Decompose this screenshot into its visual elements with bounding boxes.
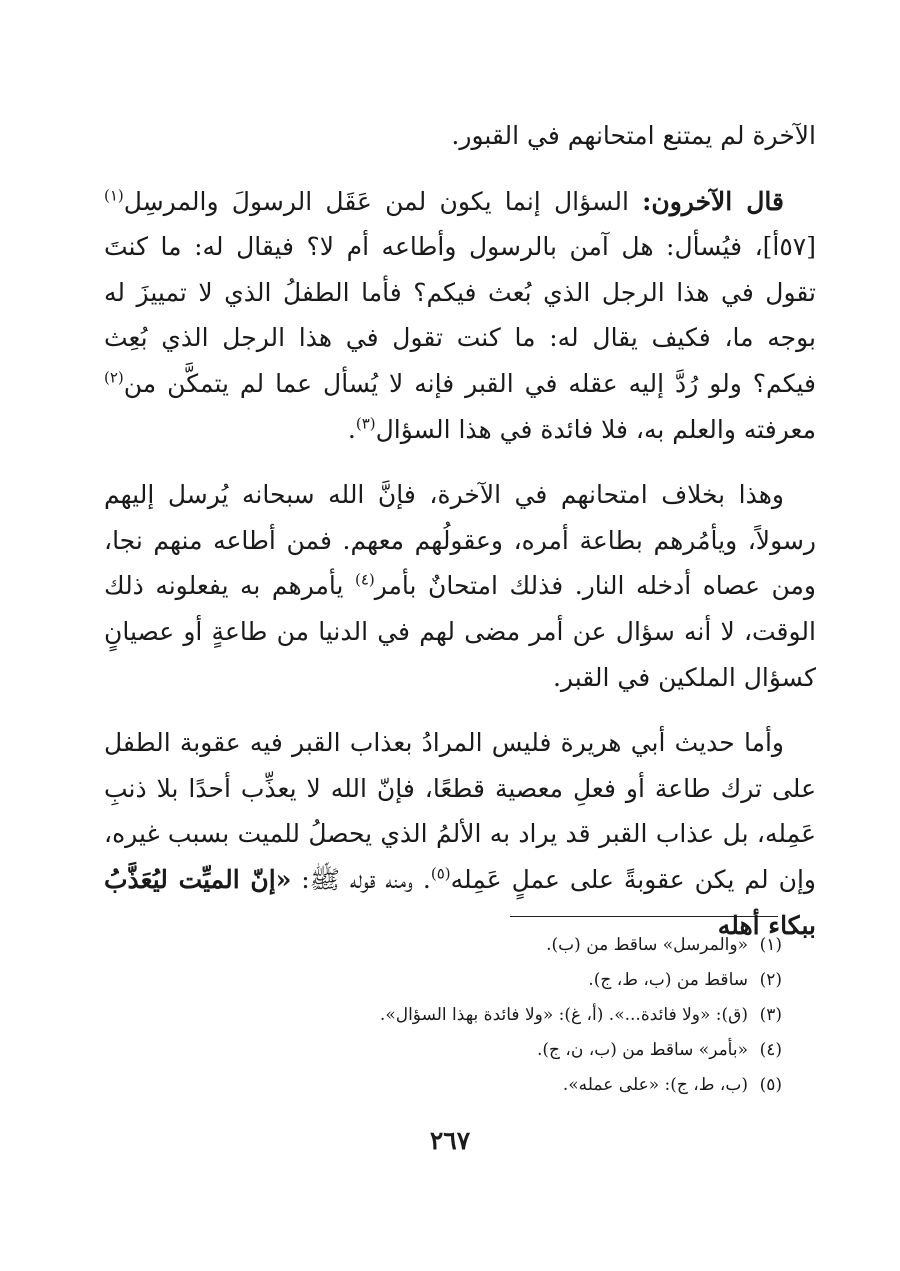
- text-run: . ومنه قوله ﷺ:: [291, 864, 431, 894]
- text-run: وأما حديث أبي هريرة فليس المرادُ بعذاب القبر فيه عقوبة الطفل على ترك طاعة أو فعلِ معصية قطعًا، فإنّ الله لا يعذِّب أحدًا بلا ذنبِ عَمِله، بل عذاب القبر قد يراد به الألمُ الذي يحصلُ للميت بسبب غيره، وإن لم يكن عقوبةً على عملٍ عَمِله: [104, 728, 816, 894]
- page-number: ٢٦٧: [429, 1126, 471, 1155]
- footnote: [142, 998, 782, 1033]
- footnote-text: (ق): «ولا فائدة...». (أ، غ): «ولا فائدة بهذا السؤال».: [379, 1005, 748, 1025]
- footnote-ref[interactable]: (٣): [355, 414, 376, 433]
- footnote-text: ساقط من (ب، ط، ج).: [588, 970, 748, 990]
- footnote-text: «والمرسل» ساقط من (ب).: [546, 935, 748, 955]
- footnote-number: (٢): [759, 970, 782, 990]
- text-run: يأمرهم به يفعلونه ذلك الوقت، لا أنه سؤال عن أمر مضى لهم في الدنيا من طاعةٍ أو عصيانٍ كسؤال الملكين في القبر.: [104, 571, 816, 692]
- text-run: وهذا بخلاف امتحانهم في الآخرة، فإنَّ الله سبحانه يُرسل إليهم رسولاً، ويأمُرهم بطاعة أمره، وعقولُهم معهم. فمن أطاعه منهم نجا، ومن عصاه أدخله النار. فذلك امتحانٌ بأمر: [104, 480, 816, 601]
- footnote-divider: [510, 916, 778, 917]
- footnote-text: (ب، ط، ج): «على عمله».: [562, 1075, 748, 1095]
- main-text: [104, 113, 816, 968]
- footnote-ref[interactable]: (٢): [104, 368, 124, 387]
- paragraph: [104, 113, 816, 159]
- paragraph: [104, 472, 816, 700]
- text-run: [٥٧أ]، فيُسأل: هل آمن بالرسول وأطاعه أم لا؟ فيقال له: ما كنتَ تقول في هذا الرجل الذي بُعث فيكم؟ فأما الطفلُ الذي لا تمييزَ له بوجه ما، فكيف يقال له: ما كنت تقول في هذا الرجل الذي بُعِث فيكم؟ ولو رُدَّ إليه عقله في القبر فإنه لا يُسأل عما لم يتمكَّن من: [104, 232, 816, 398]
- footnote-ref[interactable]: (١): [104, 186, 124, 205]
- hadith-quote: «إنّ الميِّت ليُعَذَّبُ ببكاء أهله: [104, 864, 816, 940]
- footnote: [142, 1033, 782, 1068]
- footnote-number: (٣): [759, 1005, 782, 1025]
- footnote-ref[interactable]: (٥): [430, 864, 451, 883]
- paragraph-lead: قال الآخرون:: [642, 186, 784, 216]
- paragraph-text: الآخرة لم يمتنع امتحانهم في القبور.: [451, 121, 816, 150]
- footnote: [142, 928, 782, 963]
- paragraph: [104, 179, 816, 453]
- paragraph: [104, 720, 816, 948]
- footnote: [142, 1068, 782, 1103]
- footnote-number: (٤): [759, 1040, 782, 1060]
- footnote-ref[interactable]: (٤): [354, 571, 375, 590]
- footnote-number: (١): [759, 935, 782, 955]
- footnote-number: (٥): [759, 1075, 782, 1095]
- footnotes: [142, 928, 782, 1103]
- footnote-text: «بأمر» ساقط من (ب، ن، ج).: [536, 1040, 748, 1060]
- text-run: معرفته والعلم به، فلا فائدة في هذا السؤال: [375, 414, 816, 444]
- footnote: [142, 963, 782, 998]
- text-run: السؤال إنما يكون لمن عَقَل الرسولَ والمرسِل: [123, 186, 643, 216]
- text-run: .: [347, 414, 356, 444]
